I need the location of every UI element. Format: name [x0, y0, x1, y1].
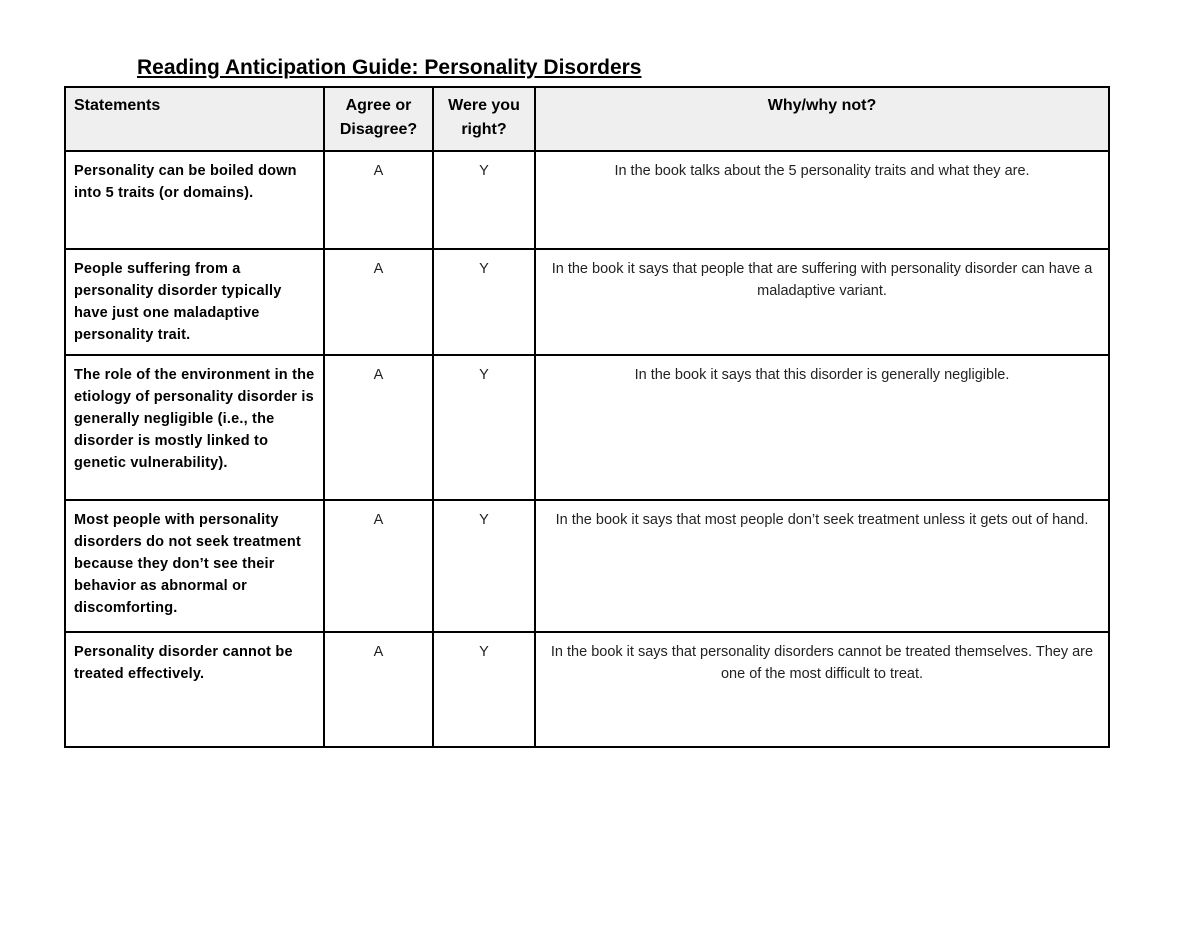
table-row — [65, 632, 1109, 747]
table-row — [65, 249, 1109, 355]
were-you-right-cell: Y — [433, 632, 535, 747]
why-cell: In the book it says that people that are suffering with personality disorder can have a maladaptive variant. — [535, 249, 1109, 355]
statement-cell: Personality disorder cannot be treated effectively. — [65, 632, 324, 747]
header-agree-or-disagree: Agree or Disagree? — [324, 87, 433, 151]
why-cell: In the book it says that personality disorders cannot be treated themselves. They are one of the most difficult to treat. — [535, 632, 1109, 747]
document-title: Reading Anticipation Guide: Personality Disorders — [137, 56, 642, 79]
anticipation-guide-table — [64, 86, 1110, 748]
statement-cell: Most people with personality disorders do not seek treatment because they don’t see their behavior as abnormal or discomforting. — [65, 500, 324, 632]
were-you-right-cell: Y — [433, 249, 535, 355]
were-you-right-cell: Y — [433, 500, 535, 632]
agree-cell: A — [324, 500, 433, 632]
statement-cell: People suffering from a personality disorder typically have just one maladaptive personality trait. — [65, 249, 324, 355]
agree-cell: A — [324, 151, 433, 249]
statement-cell: Personality can be boiled down into 5 traits (or domains). — [65, 151, 324, 249]
header-were-you-right: Were you right? — [433, 87, 535, 151]
table-row — [65, 500, 1109, 632]
agree-cell: A — [324, 249, 433, 355]
why-cell: In the book it says that most people don’t seek treatment unless it gets out of hand. — [535, 500, 1109, 632]
table-row — [65, 151, 1109, 249]
were-you-right-cell: Y — [433, 151, 535, 249]
table-row — [65, 355, 1109, 500]
header-row — [65, 87, 1109, 151]
why-cell: In the book talks about the 5 personality traits and what they are. — [535, 151, 1109, 249]
agree-cell: A — [324, 355, 433, 500]
header-why-why-not: Why/why not? — [535, 87, 1109, 151]
header-statements: Statements — [65, 87, 324, 151]
why-cell: In the book it says that this disorder is generally negligible. — [535, 355, 1109, 500]
agree-cell: A — [324, 632, 433, 747]
were-you-right-cell: Y — [433, 355, 535, 500]
statement-cell: The role of the environment in the etiology of personality disorder is generally negligible (i.e., the disorder is mostly linked to genetic vulnerability). — [65, 355, 324, 500]
